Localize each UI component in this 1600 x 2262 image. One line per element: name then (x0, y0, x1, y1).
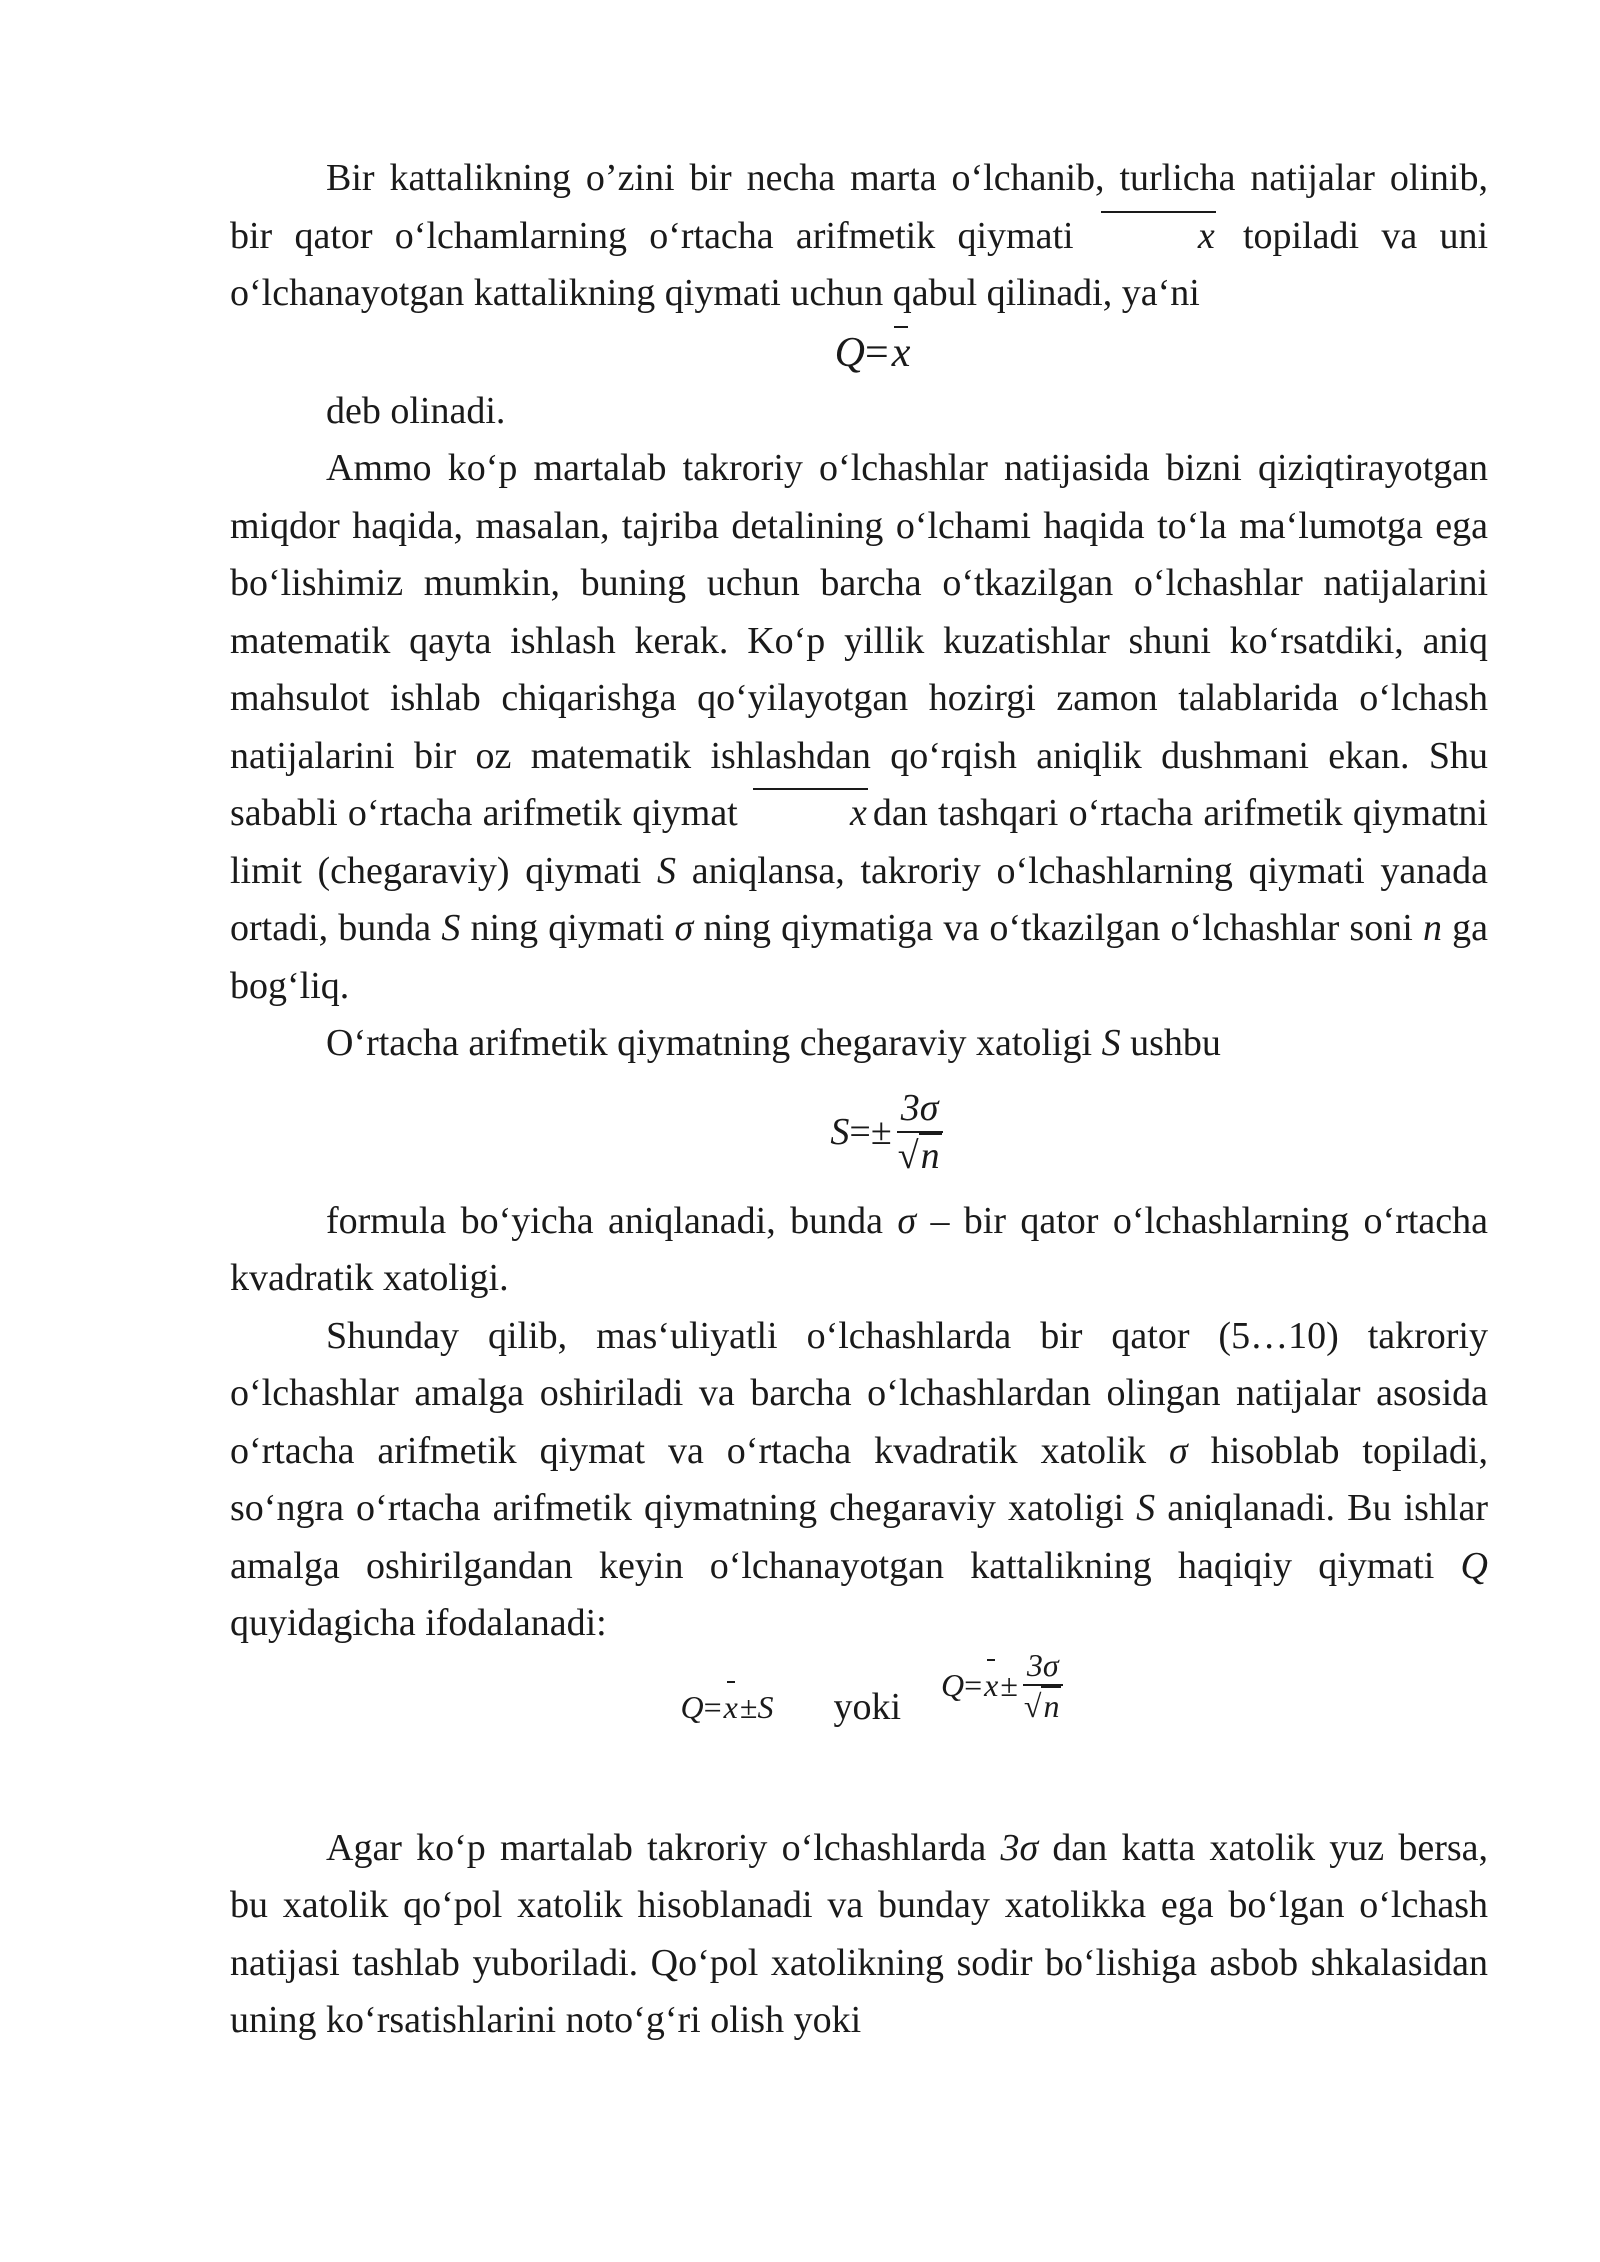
paragraph-text: dan katta xatolik yuz bersa, bu xatolik qo‘pol xatolik hisoblanadi va bunday xatolikka ega bo‘lgan o‘lchash natijasi tashlab yuboriladi. Qo‘pol xatolikning sodir bo‘lishiga asbob shkalasidan uning ko‘rsatishlarini noto‘g‘ri olish yoki (230, 1826, 1488, 2041)
paragraph-4 (230, 1015, 1488, 1073)
paragraph-text: Agar ko‘p martalab takroriy o‘lchashlarda (326, 1826, 1001, 1869)
fraction-numerator: 3σ (1023, 1647, 1063, 1686)
formula-q-equals-xbar (230, 323, 1488, 383)
formula-s-limit-error (230, 1073, 1488, 1193)
spacer (230, 1763, 1488, 1820)
fraction-denominator (1022, 1686, 1064, 1725)
paragraph-2: deb olinadi. (326, 389, 506, 432)
symbol-s: S (657, 849, 677, 892)
symbol-three-sigma: 3σ (1000, 1826, 1039, 1869)
paragraph-text: topiladi va uni o‘lchanayotgan kattalikning qiymati uchun qabul qilinadi, ya‘ni (230, 214, 1488, 314)
symbol-sigma: σ (1169, 1429, 1188, 1472)
paragraph-text: Shunday qilib, mas‘uliyatli o‘lchashlarda bir qator (5…10) takroriy o‘lchashlar amalga oshiriladi va barcha o‘lchashlardan olingan natijalar asosida o‘rtacha arifmetik qiymat va o‘rtacha kvadratik xatolik (230, 1314, 1488, 1472)
formula-operator: = (703, 1688, 722, 1725)
symbol-s: S (1101, 1022, 1121, 1064)
symbol-sigma: σ (897, 1199, 917, 1242)
paragraph-5 (230, 1193, 1488, 1308)
formula-operator: ± (1000, 1666, 1018, 1703)
formula-symbol: S (830, 1110, 850, 1153)
paragraph-3 (230, 440, 1488, 1015)
paragraph-text: formula bo‘yicha aniqlanadi, bunda (326, 1199, 898, 1242)
formula-fraction (1022, 1647, 1064, 1725)
symbol-s: S (441, 907, 461, 949)
formula-conjunction: yoki (833, 1685, 901, 1728)
paragraph-text: ushbu (1120, 1022, 1221, 1064)
fraction-denominator (896, 1133, 944, 1179)
symbol-n: n (1422, 907, 1442, 949)
sqrt-radicand: n (920, 1134, 940, 1177)
formula-operator: = (865, 329, 889, 376)
formula-operator: = (964, 1666, 983, 1703)
symbol-q: Q (1460, 1544, 1488, 1587)
x-bar-symbol: x (748, 785, 873, 843)
x-bar-symbol: x (889, 323, 914, 383)
formula-fraction (896, 1087, 944, 1178)
formula-true-value (230, 1646, 1488, 1763)
x-bar-symbol: x (722, 1679, 740, 1737)
paragraph-text: – bir qator o‘lchashlarning o‘rtacha kvadratik xatoligi. (230, 1199, 1489, 1299)
paragraph-text: ning qiymatiga va o‘tkazilgan o‘lchashlar soni (693, 907, 1423, 949)
paragraph-text: Ammo ko‘p martalab takroriy o‘lchashlar natijasida bizni qiziqtirayotgan miqdor haqida, masalan, tajriba detalining o‘lchami haqida to‘la ma‘lumotga ega bo‘lishimiz mumkin, buning uchun barcha o‘tkazilgan o‘lchashlar natijalarini matematik qayta ishlash kerak. Ko‘p yillik kuzatishlar shuni ko‘rsatdiki, aniq mahsulot ishlab chiqarishga qo‘yilayotgan hozirgi zamon talablarida o‘lchash natijalarini bir oz matematik ishlashdan qo‘rqish aniqlik dushmani ekan. Shu sababli o‘rtacha arifmetik qiymat (230, 447, 1488, 834)
sqrt-sign: √ (1023, 1687, 1042, 1724)
formula-symbol: Q (941, 1666, 965, 1703)
paragraph-text: ning qiymati (460, 907, 675, 949)
symbol-sigma: σ (674, 907, 694, 949)
paragraph-text: Bir kattalikning o’zini bir necha marta o‘lchanib, turlicha natijalar olinib, bir qator o‘lchamlarning o‘rtacha arifmetik qiymati (230, 157, 1488, 257)
formula-symbol: Q (834, 329, 865, 376)
x-bar-symbol: x (982, 1657, 1000, 1715)
sqrt-sign: √ (897, 1134, 919, 1177)
fraction-numerator: 3σ (897, 1087, 943, 1133)
formula-symbol: S (757, 1688, 774, 1725)
paragraph-text: aniqlansa, takroriy o‘lchashlarning qiymati yanada ortadi, bunda (230, 849, 1489, 949)
sqrt-radicand: n (1043, 1687, 1060, 1724)
formula-q-xbar-pm-fraction (941, 1647, 1067, 1725)
paragraph-text: dan tashqari o‘rtacha arifmetik qiymatni limit (chegaraviy) qiymati (230, 792, 1488, 892)
paragraph-6 (230, 1308, 1488, 1653)
formula-operator: =± (849, 1110, 892, 1153)
paragraph-1 (230, 150, 1488, 323)
formula-operator: ± (739, 1688, 758, 1725)
paragraph-text: quyidagicha ifodalanadi: (230, 1602, 607, 1644)
symbol-s: S (1136, 1487, 1156, 1529)
x-bar-symbol: x (1096, 208, 1221, 266)
paragraph-text: O‘rtacha arifmetik qiymatning chegaraviy xatoligi (326, 1022, 1102, 1064)
paragraph-text: ga bog‘liq. (230, 907, 1488, 1007)
document-body (230, 150, 1488, 2050)
paragraph-text: aniqlanadi. Bu ishlar amalga oshirilgandan keyin o‘lchanayotgan kattalikning haqiqiy qiymati (230, 1487, 1488, 1587)
formula-q-xbar-pm-s (681, 1679, 774, 1737)
paragraph-text: hisoblab topiladi, so‘ngra o‘rtacha arifmetik qiymatning chegaraviy xatoligi (230, 1429, 1488, 1529)
paragraph-7 (230, 1820, 1488, 2050)
formula-symbol: Q (680, 1688, 704, 1725)
